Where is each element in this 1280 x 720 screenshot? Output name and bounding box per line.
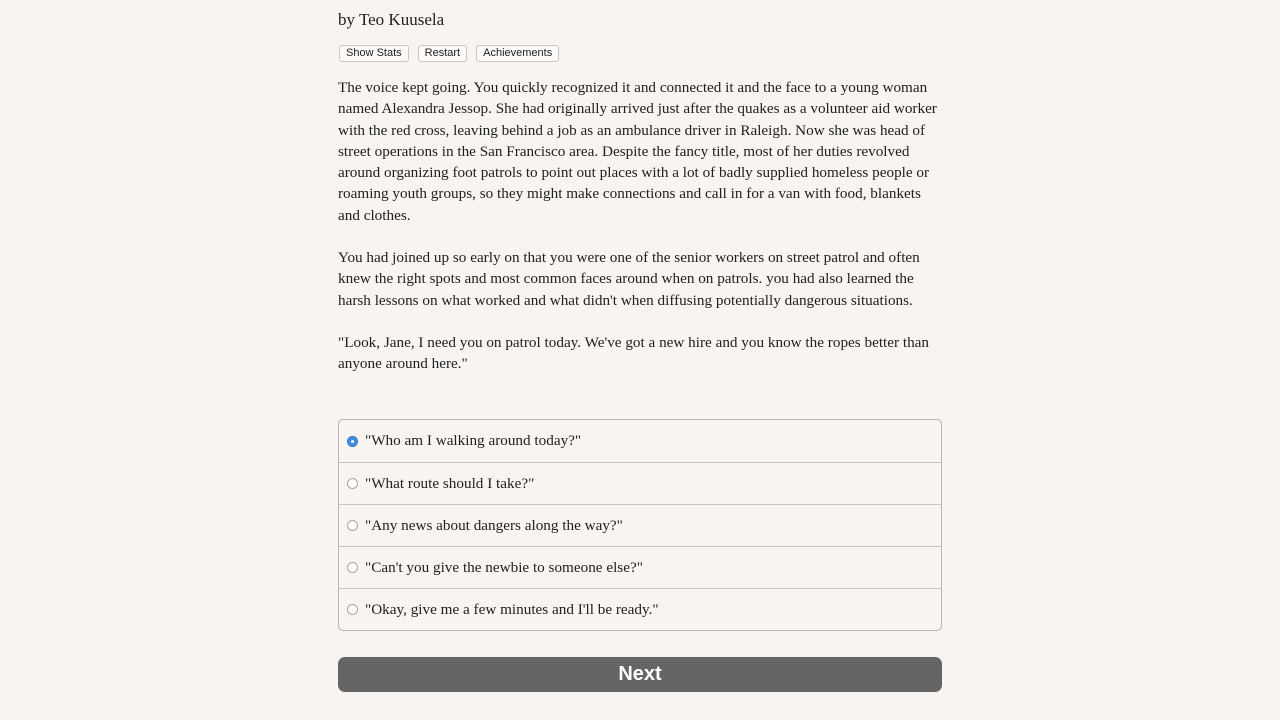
choice-label: "Can't you give the newbie to someone else?" [365,558,643,576]
restart-button[interactable]: Restart [418,45,467,62]
radio-button-icon[interactable] [347,604,358,615]
choice-label: "Any news about dangers along the way?" [365,516,623,534]
choice-option[interactable] [339,504,941,546]
choice-option[interactable] [339,420,941,462]
radio-button-icon[interactable] [347,478,358,489]
radio-button-icon[interactable] [347,520,358,531]
choice-label: "What route should I take?" [365,474,535,492]
choice-option[interactable] [339,588,941,630]
choice-option[interactable] [339,462,941,504]
next-button[interactable]: Next [338,657,942,692]
achievements-button[interactable]: Achievements [476,45,559,62]
story-paragraph: The voice kept going. You quickly recognized it and connected it and the face to a young woman named Alexandra Jessop. She had originally arrived just after the quakes as a volunteer aid worker with the red cross, leaving behind a job as an ambulance driver in Raleigh. Now she was head of street operations in the San Francisco area. Despite the fancy title, most of her duties revolved around organizing foot patrols to point out places with a lot of badly supplied homeless people or roaming youth groups, so they might make connections and call in for a van with food, blankets and clothes. [338,79,937,224]
show-stats-button[interactable]: Show Stats [339,45,409,62]
radio-button-icon[interactable] [347,562,358,573]
radio-button-icon[interactable] [347,436,358,447]
author-byline: by Teo Kuusela [338,10,445,29]
toolbar [339,45,559,62]
choice-list [338,419,942,631]
choice-label: "Who am I walking around today?" [365,432,582,449]
story-paragraph: You had joined up so early on that you were one of the senior workers on street patrol and often knew the right spots and most common faces around when on patrols. you had also learned the harsh lessons on what worked and what didn't when diffusing potentially dangerous situations. [338,249,920,309]
choice-option[interactable] [339,546,941,588]
story-text [338,77,942,396]
choice-label: "Okay, give me a few minutes and I'll be ready." [365,600,659,618]
story-paragraph: "Look, Jane, I need you on patrol today. We've got a new hire and you know the ropes better than anyone around here." [338,333,929,373]
